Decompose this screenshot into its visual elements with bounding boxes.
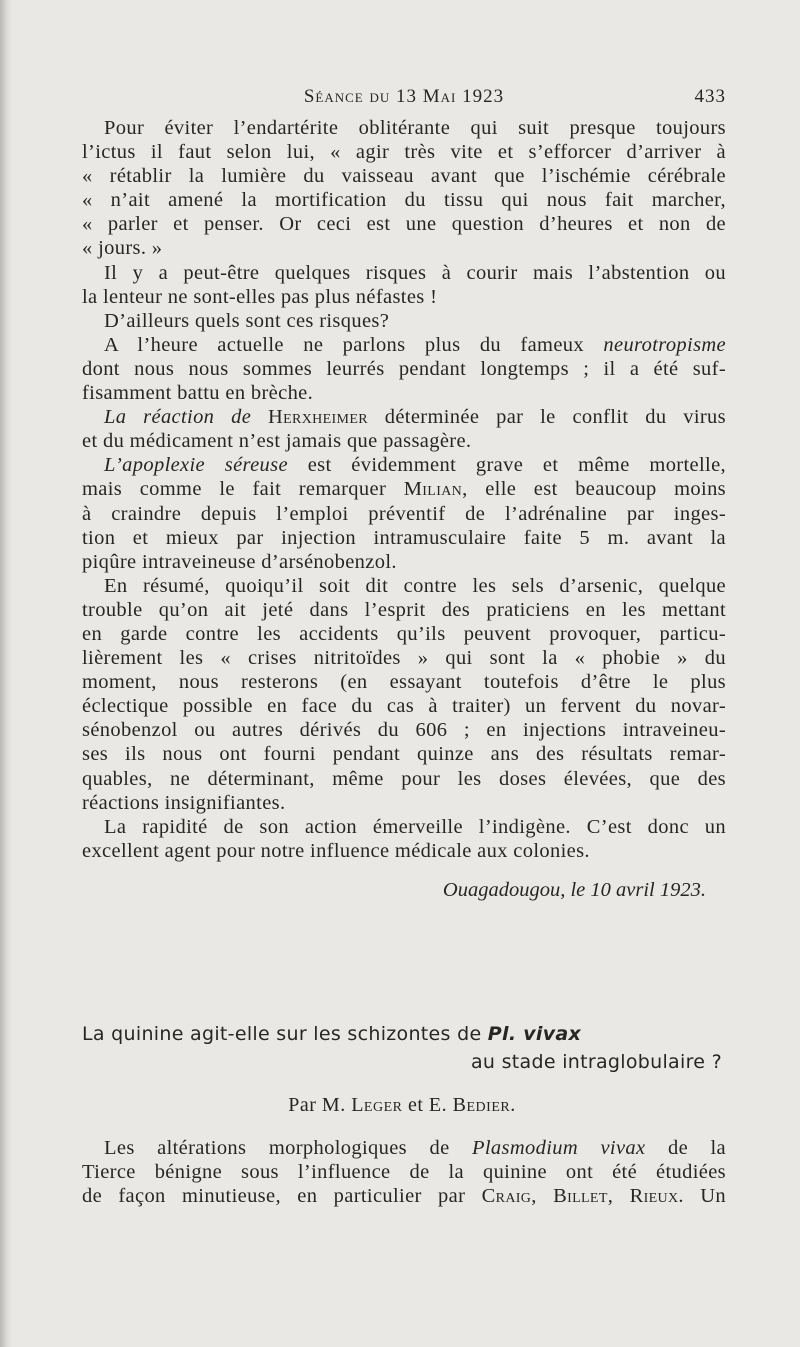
article-body [82, 1136, 726, 1208]
paragraph-line [82, 718, 726, 742]
text-run: la lenteur ne sont-elles pas plus néfastes ! [82, 285, 438, 308]
paragraph-line [82, 622, 726, 646]
text-run: à craindre depuis l’emploi préventif de l’adrénaline par inges- [82, 502, 726, 525]
paragraph-line [82, 453, 726, 477]
body-text [82, 116, 726, 863]
text-run: . Un [678, 1185, 726, 1207]
paragraph-line [82, 550, 726, 574]
article-title-text: La quinine agit-elle sur les schizontes de [82, 1023, 488, 1045]
author-leger: Leger [351, 1094, 403, 1116]
text-run: de façon minutieuse, en particulier par [82, 1185, 482, 1207]
paragraph-line [82, 477, 726, 501]
paragraph-line [82, 261, 726, 285]
species-name: Pl. vivax [487, 1023, 582, 1045]
article-title-line-1 [82, 1020, 722, 1048]
text-run: réactions insignifiantes. [82, 791, 286, 814]
article-title-line-2: au stade intraglobulaire ? [470, 1051, 722, 1073]
author-bedier: Bedier [452, 1094, 511, 1116]
paragraph-line [82, 815, 726, 839]
paragraph-line [82, 791, 726, 815]
author-name-smallcaps: Rieux [629, 1185, 679, 1207]
author-name-smallcaps: Milian [403, 478, 463, 501]
paragraph-line [82, 212, 726, 236]
authors-suffix: . [510, 1094, 516, 1116]
text-run: et du médicament n’est jamais que passagère. [82, 430, 472, 453]
text-run: déterminée par le conflit du virus [367, 406, 726, 429]
italic-text: Plasmodium vivax [472, 1137, 646, 1159]
text-run: Les altérations morphologiques de [104, 1137, 472, 1159]
text-run: La rapidité de son action émerveille l’indigène. C’est donc un [104, 815, 726, 838]
text-run: tion et mieux par injection intramusculaire faite 5 m. avant la [82, 526, 726, 549]
page-number: 433 [694, 86, 726, 107]
text-run: fisamment battu en brèche. [82, 382, 314, 405]
article-title [82, 1020, 722, 1076]
paragraph-line [82, 767, 726, 791]
text-run: quables, ne déterminant, même pour les doses élevées, que des [82, 767, 726, 790]
paragraph-line [82, 405, 726, 429]
paragraph-line [82, 357, 726, 381]
text-run: , elle est beaucoup moins [462, 478, 726, 501]
text-run: dont nous nous sommes leurrés pendant longtemps ; il a été suf- [82, 357, 726, 380]
text-run: Il y a peut-être quelques risques à courir mais l’abstention ou [104, 261, 726, 284]
running-head-title: Séance du 13 Mai 1923 [303, 86, 505, 107]
authors-and: et E. [402, 1094, 453, 1116]
article-paragraph-line [82, 1136, 726, 1160]
paragraph-line [82, 285, 726, 309]
paragraph-line [82, 333, 726, 357]
text-run: , [531, 1185, 554, 1207]
text-run: de la [645, 1137, 726, 1159]
text-run: sénobenzol ou autres dérivés du 606 ; en injections intraveineu- [82, 719, 726, 742]
paragraph-line [82, 598, 726, 622]
text-run: mais comme le fait remarquer [82, 478, 404, 501]
text-run: Tierce bénigne sous l’influence de la quinine ont été étudiées [82, 1161, 726, 1183]
text-run: trouble qu’on ait jeté dans l’esprit des praticiens en les mettant [82, 598, 726, 621]
author-name-smallcaps: Craig [481, 1185, 532, 1207]
text-run: En résumé, quoiqu’il soit dit contre les sels d’arsenic, quelque [104, 574, 726, 597]
paragraph-line [82, 526, 726, 550]
article-paragraph-line [82, 1184, 726, 1208]
text-run: , [607, 1185, 630, 1207]
italic-text: neurotropisme [603, 333, 726, 356]
article-authors [82, 1094, 722, 1117]
paragraph-line [82, 140, 726, 164]
paragraph-line [82, 646, 726, 670]
text-run: « rétablir la lumière du vaisseau avant que l’ischémie cérébrale [82, 165, 726, 188]
text-run: excellent agent pour notre influence médicale aux colonies. [82, 839, 590, 862]
text-run: Pour éviter l’endartérite oblitérante qui suit presque toujours [104, 117, 726, 139]
text-run: « jours. » [82, 237, 163, 260]
paragraph-line [82, 188, 726, 212]
paragraph-line [82, 309, 726, 333]
text-run: en garde contre les accidents qu’ils peuvent provoquer, particu- [82, 622, 726, 645]
text-run: « n’ait amené la mortification du tissu qui nous fait marcher, [82, 189, 726, 212]
paragraph-line [82, 381, 726, 405]
paragraph-line [82, 742, 726, 766]
running-head [82, 86, 726, 116]
paragraph-line [82, 670, 726, 694]
paragraph-line [82, 574, 726, 598]
paragraph-line [82, 116, 726, 140]
text-run: A l’heure actuelle ne parlons plus du fameux [104, 333, 604, 356]
italic-text: L’apoplexie séreuse [104, 454, 288, 477]
paragraph-line [82, 502, 726, 526]
text-run: éclectique possible en face du cas à traiter) un fervent du novar- [82, 695, 726, 718]
text-run: moment, nous resterons (en essayant toutefois d’être le plus [82, 671, 726, 694]
paragraph-line [82, 694, 726, 718]
text-run: « parler et penser. Or ceci est une question d’heures et non de [82, 213, 726, 236]
authors-prefix: Par M. [288, 1094, 352, 1116]
text-run: piqûre intraveineuse d’arsénobenzol. [82, 550, 397, 573]
text-run: lièrement les « crises nitritoïdes » qui sont la « phobie » du [82, 647, 726, 670]
italic-text: La réaction de [104, 406, 268, 429]
text-run: l’ictus il faut selon lui, « agir très vite et s’efforcer d’arriver à [82, 141, 726, 164]
author-name-smallcaps: Billet [553, 1185, 608, 1207]
text-run: est évidemment grave et même mortelle, [287, 454, 726, 477]
text-run: D’ailleurs quels sont ces risques? [104, 309, 390, 332]
article-paragraph-line [82, 1160, 726, 1184]
paragraph-line [82, 429, 726, 453]
page-gutter-shadow [0, 0, 12, 1347]
author-name-smallcaps: Herxheimer [267, 406, 368, 429]
paragraph-line [82, 839, 726, 863]
text-run: ses ils nous ont fourni pendant quinze ans des résultats remar- [82, 743, 726, 766]
paragraph-line [82, 164, 726, 188]
page-content [82, 86, 726, 902]
signature-line: Ouagadougou, le 10 avril 1923. [442, 878, 706, 901]
paragraph-line [82, 236, 726, 260]
